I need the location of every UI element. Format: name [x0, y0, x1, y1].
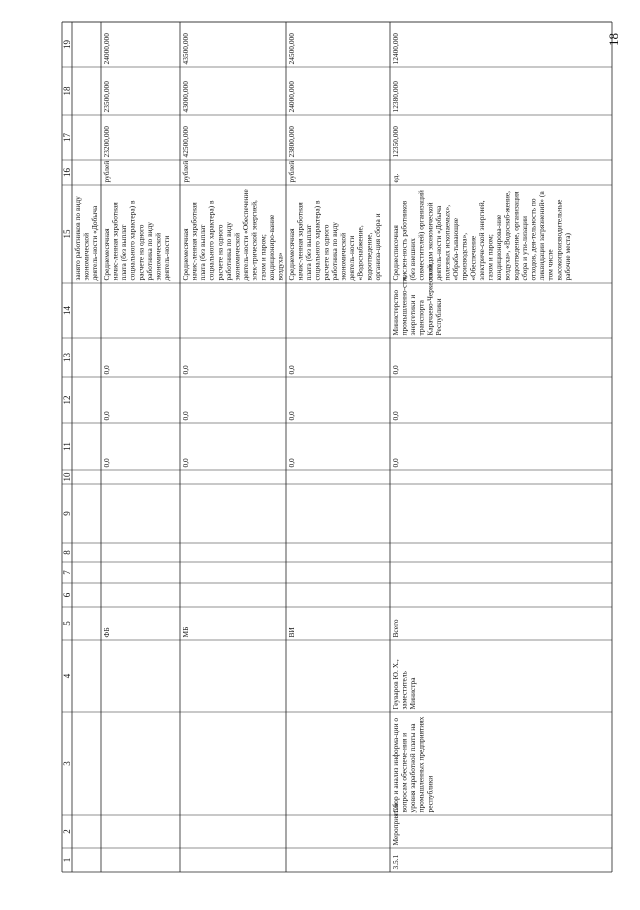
cell-col-18: 43000,000 [180, 81, 190, 113]
column-number-header: 19 [62, 40, 72, 49]
cell-col-17: 23800,000 [286, 126, 296, 158]
cell-col-13: 0,0 [286, 365, 296, 375]
cell-col-12: 0,0 [286, 411, 296, 421]
cell-col-17: 42500,000 [180, 126, 190, 158]
column-number-header: 17 [62, 133, 72, 142]
column-number-header: 3 [62, 761, 72, 766]
column-number-header: 13 [62, 353, 72, 362]
column-number-header: 18 [62, 86, 72, 96]
column-number-header: 15 [62, 229, 72, 239]
cell-col-5: ВИ [286, 627, 296, 638]
cell-col-16: ед. [390, 173, 400, 183]
cell-col-15: Среднемесячнаяначис-ленная заработнаяплата (без выплатсоциального характера) врасчете на одногоработника по видуэкономическойдеятель-ности «Обеспечениеэлек-трической энергией,газом и паром;кондициониро-ваниевоздуха» [180, 189, 285, 281]
cell-col-2: Мероприятие [390, 802, 400, 846]
cell-col-12: 0,0 [390, 411, 400, 421]
cell-col-19: 24000,000 [101, 33, 111, 65]
column-number-header: 5 [62, 621, 72, 626]
column-number-header: 7 [62, 570, 72, 575]
column-number-header: 9 [62, 511, 72, 516]
cell-col-15: Среднесписочнаячислен-ность работников(без внешнихсовместителей) организацийпо видам экономическойдеятель-ности «Добычаполезных ископаемых»,«Обраба-тывающиепроизводства»,«Обеспечениеэлектриче-ской энергией,газом и паром;кондиционирова-ниевоздуха», «Водоснаб-жение,водоотведение, организациясбора и ути-лизацииотходов, дея-тельность поликвидации загрязнений» (втом числевысокопроизводительныерабочие места) [390, 190, 572, 281]
column-number-header: 12 [62, 395, 72, 405]
cell-col-5: МБ [180, 626, 190, 638]
column-number-header: 1 [62, 857, 72, 863]
cell-col-18: 24000,000 [286, 81, 296, 113]
cell-col-5: Всего [390, 619, 400, 638]
cell-col-4: Геуваров Ю. Х.,заместительМинистра [390, 659, 418, 710]
cell-col-19: 24500,000 [286, 33, 296, 65]
cell-col-16: рублей [286, 160, 296, 183]
cell-col-11: 0,0 [390, 458, 400, 468]
cell-col-11: 0,0 [101, 458, 111, 468]
cell-col-18: 12380,000 [390, 81, 400, 113]
cell-col-11: 0,0 [286, 458, 296, 468]
cell-col-14: Министерствопромышленно-сти,энергетики итранспортаКарачаево-ЧеркесскойРеспублики [390, 264, 443, 336]
column-number-header: 6 [62, 592, 72, 598]
cell-col-16: рублей [180, 160, 190, 183]
column-number-header: 4 [62, 673, 72, 679]
cell-col-1: 3.5.1 [390, 854, 400, 870]
column-number-header: 16 [62, 168, 72, 177]
cell-col-13: 0,0 [180, 365, 190, 375]
cell-col-15: занято работников по видуэкономическойдеятель-ности «Добыча [72, 196, 100, 281]
cell-col-11: 0,0 [180, 458, 190, 468]
cell-col-19: 12400,000 [390, 33, 400, 65]
cell-col-15: Среднемесячнаяначис-ленная заработнаяплата (без выплатсоциального характера) врасчете на одногоработника по видуэкономическойдеятель-ности [101, 200, 172, 281]
cell-col-13: 0,0 [390, 365, 400, 375]
cell-col-12: 0,0 [101, 411, 111, 421]
cell-col-17: 23200,000 [101, 126, 111, 158]
column-number-header: 8 [62, 550, 72, 555]
cell-col-15: Среднемесячнаяначис-ленная заработнаяплата (без выплатсоциального характера) врасчете на одногоработника по видуэкономическойдеятель-ности«Водоснабжение,водоотведение,организа-ция сбора и [286, 200, 382, 281]
page-number: 18 [606, 33, 621, 46]
cell-col-13: 0,0 [101, 365, 111, 375]
cell-col-12: 0,0 [180, 411, 190, 421]
cell-col-17: 12350,000 [390, 126, 400, 158]
cell-col-18: 23500,000 [101, 81, 111, 113]
cell-col-16: рублей [101, 160, 111, 183]
column-number-header: 14 [62, 306, 72, 315]
cell-col-5: ФБ [101, 627, 111, 638]
cell-col-3: Сбор и анализ информа-ции овопросам обеспече-ния иуровня заработной платы напромышленных предприятияхреспублики [390, 716, 435, 813]
cell-col-19: 43500,000 [180, 33, 190, 65]
column-number-header: 11 [62, 442, 72, 451]
column-number-header: 2 [62, 829, 72, 834]
column-number-header: 10 [62, 472, 72, 482]
